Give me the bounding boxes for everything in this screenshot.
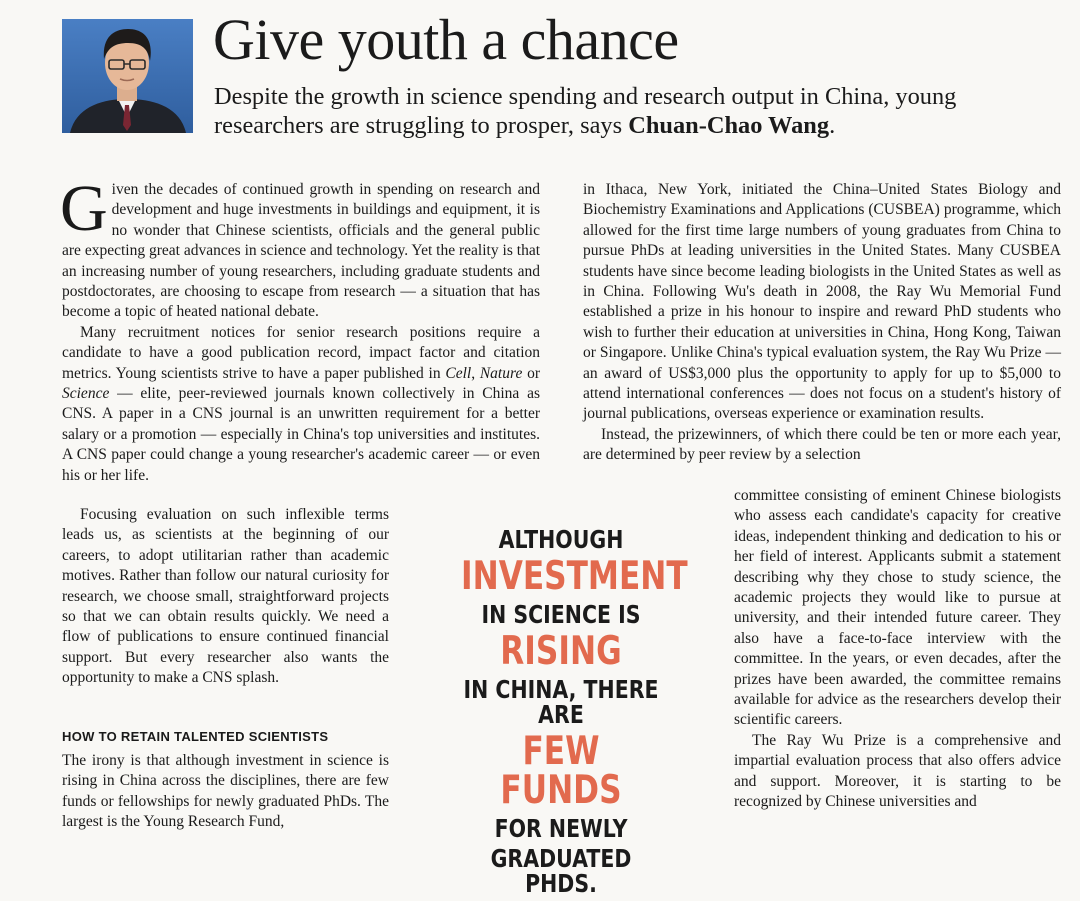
section-subhead: HOW TO RETAIN TALENTED SCIENTISTS: [62, 729, 329, 744]
paragraph-3: Focusing evaluation on such inflexible terms leads us, as scientists at the beginning of our careers, to adopt utilitarian rather than academic motives. Rather than follow our natural curiosity for research, we choose small, straightforward projects so that we can obtain results quickly. We need a flow of publications to ensure continued financial support. But every researcher also wants the opportunity to make a CNS splash.: [62, 506, 389, 687]
pullquote-line-3: IN CHINA, THERE ARE: [463, 675, 659, 729]
paragraph-2-comma: ,: [471, 364, 480, 382]
paragraph-2-or: or: [522, 364, 540, 382]
right-column-lower: [734, 486, 1061, 813]
pullquote-line-4: FOR NEWLY: [494, 814, 628, 843]
journal-nature: Nature: [479, 364, 523, 382]
paragraph-7: The Ray Wu Prize is a comprehensive and impartial evaluation process that also offers advice and support. Moreover, it is starting to be recognized by Chinese universities and: [734, 731, 1061, 811]
pullquote-accent-2: RISING: [500, 629, 622, 674]
paragraph-2-text-a: Many recruitment notices for senior research positions require a candidate to have a good publication record, impact factor and citation metrics. Young scientists strive to have a paper published in: [62, 323, 540, 382]
pull-quote: [436, 527, 686, 901]
article-title: Give youth a chance: [213, 7, 679, 72]
paragraph-2: [62, 323, 540, 486]
pullquote-line-5: GRADUATED PHDS.: [490, 844, 632, 898]
paragraph-6b: committee consisting of eminent Chinese biologists who assess each candidate's capacity for creative ideas, independent thinking and dedication to his or her field of interest. Applicants submit a statement describing why they chose to study science, the academic projects they would like to pursue at university, and their intended future career. They also have a face-to-face interview with the committee. In the years, or even decades, after the prizes have been awarded, the committee remains available for advice as the researchers develop their scientific careers.: [734, 487, 1061, 729]
pullquote-line-2: IN SCIENCE IS: [481, 600, 641, 629]
paragraph-5: in Ithaca, New York, initiated the China–United States Biology and Biochemistry Examinations and Applications (CUSBEA) programme, which allowed for the first time large numbers of young graduates from China to pursue PhDs at leading universities in the United States. Many CUSBEA students have since become leading biologists in the United States as well as in China. Following Wu's death in 2008, the Ray Wu Memorial Fund established a prize in his honour to inspire and reward PhD students who wish to further their education at universities in China, Hong Kong, Taiwan or Singapore. Unlike China's typical evaluation system, the Ray Wu Prize — an award of US$3,000 plus the opportunity to apply for up to $5,000 to attend international conferences — does not focus on a student's history of journal publications, overseas experience or examination results.: [583, 181, 1061, 423]
author-portrait: [62, 19, 193, 133]
paragraph-4: The irony is that although investment in science is rising in China across the disciplines, there are few funds or fellowships for newly graduated PhDs. The largest is the Young Research Fund,: [62, 752, 389, 831]
paragraph-2-text-b: — elite, peer-reviewed journals known collectively in China as CNS. A paper in a CNS journal is an unwritten requirement for a better salary or a promotion — especially in China's top universities and institutes. A CNS paper could change a young researcher's academic career — or even his or her life.: [62, 385, 540, 484]
paragraph-6a: Instead, the prizewinners, of which there could be ten or more each year, are determined by peer review by a selection: [583, 425, 1061, 464]
left-column-lower: [62, 505, 389, 689]
pullquote-accent-3: FEW FUNDS: [500, 729, 622, 813]
journal-science: Science: [62, 385, 110, 403]
journal-cell: Cell: [445, 364, 472, 382]
standfirst-text: Despite the growth in science spending and research output in China, young researchers are struggling to prosper, says: [214, 83, 957, 139]
author-name: Chuan-Chao Wang: [628, 112, 830, 139]
paragraph-1-text: iven the decades of continued growth in spending on research and development and huge investments in buildings and equipment, it is no wonder that Chinese scientists, officials and the general public are expecting great advances in science and technology. Yet the reality is that an increasing number of young researchers, including graduate students and postdoctorates, are choosing to escape from research — a situation that has become a topic of heated national debate.: [62, 181, 540, 321]
drop-cap: G: [60, 172, 108, 245]
left-column-top: [60, 172, 540, 486]
standfirst-end: .: [829, 112, 836, 139]
pullquote-line-1: ALTHOUGH: [498, 525, 624, 554]
right-column-top: [583, 180, 1061, 466]
article-standfirst: [214, 82, 1064, 140]
pullquote-accent-1: INVESTMENT: [461, 554, 688, 599]
left-column-bottom: [62, 751, 389, 833]
paragraph-1: [60, 172, 540, 323]
